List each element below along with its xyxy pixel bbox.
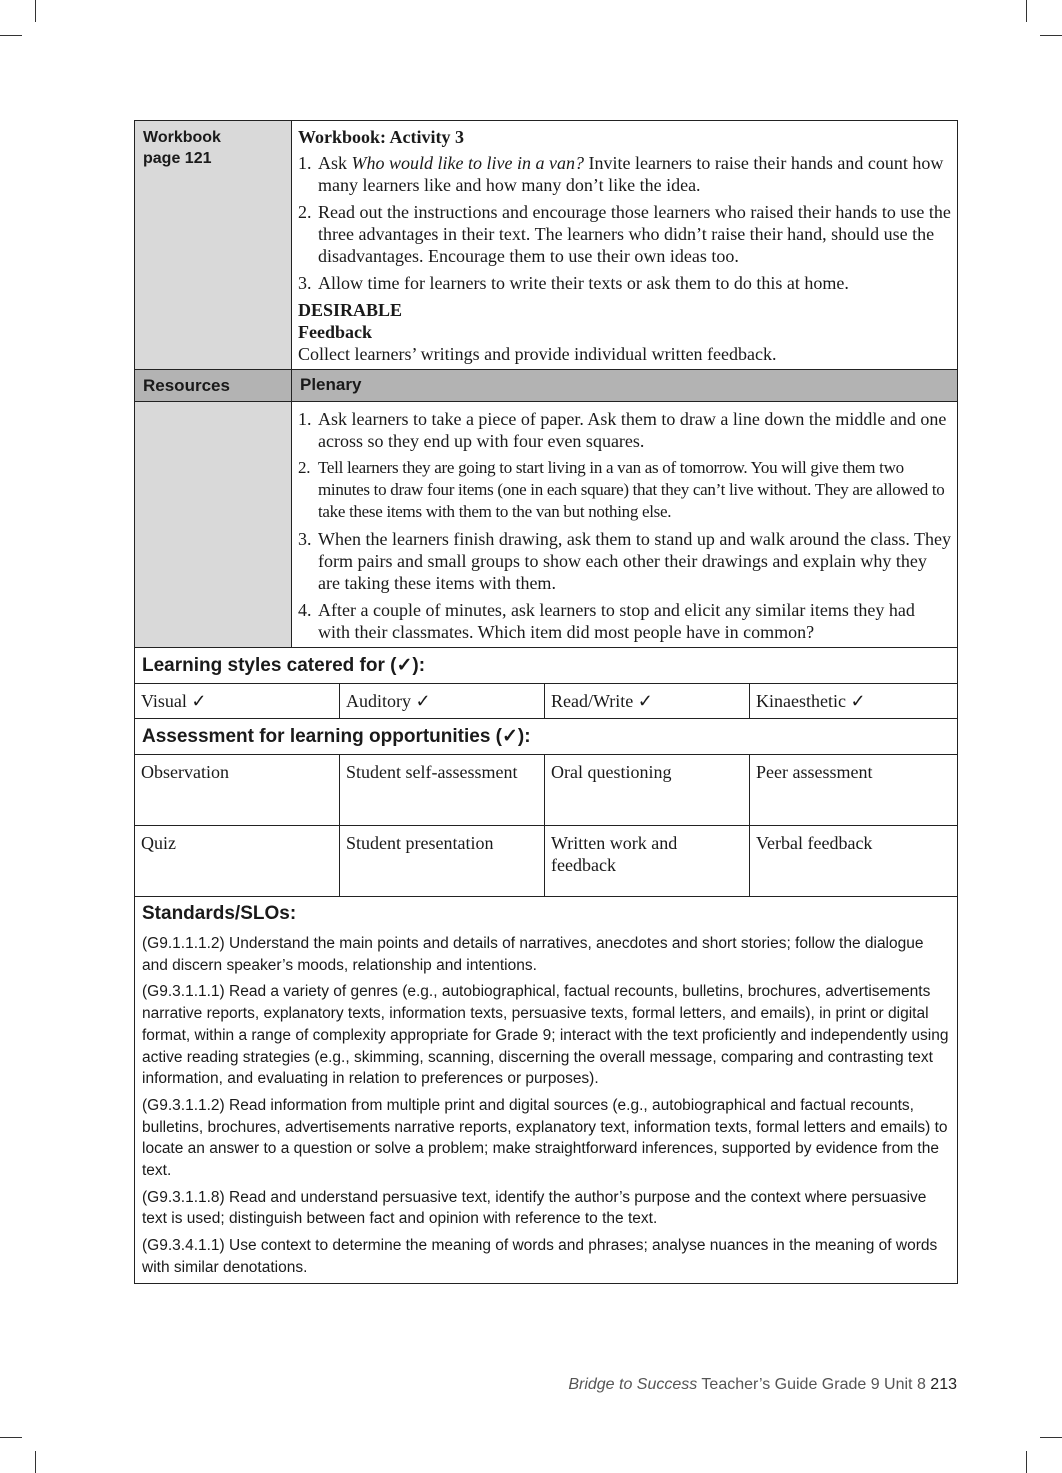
lesson-table (134, 120, 958, 1284)
style-visual: Visual ✓ (135, 684, 340, 719)
standards-heading: Standards/SLOs: (142, 903, 297, 924)
assessment-cell: Verbal feedback (750, 826, 958, 897)
page-number: 213 (930, 1376, 957, 1393)
assessment-cell: Quiz (135, 826, 340, 897)
crop-mark (0, 35, 22, 36)
assessment-row (135, 755, 958, 826)
assessment-cell: Student presentation (340, 826, 545, 897)
standard-item: (G9.3.1.1.1) Read a variety of genres (e.g., autobiographical, factual recounts, bulletins, brochures, advertisements narrative reports, explanatory texts, information texts, persuasive texts, formal letters, and emails), in print or digital format, within a range of complexity appropriate for Grade 9; interact with the text proficiently and independently using active reading strategies (e.g., skimming, scanning, discerning the overall message, comparing and contrasting text information, and evaluating in relation to preferences or purposes). (142, 983, 949, 1088)
assessment-cell: Student self-assessment (340, 755, 545, 826)
standards-row (135, 897, 958, 1284)
assessment-row (135, 826, 958, 897)
plenary-step: 3. When the learners finish drawing, ask them to stand up and walk around the class. They form pairs and small groups to show each other their drawings and explain why they are taking these items with them. (298, 529, 951, 593)
feedback-text: Collect learners’ writings and provide individual written feedback. (298, 344, 777, 364)
activity-side-cell (135, 121, 292, 370)
resources-label: Resources (135, 370, 292, 402)
plenary-steps (298, 408, 951, 643)
desirable-label: DESIRABLE (298, 300, 403, 320)
feedback-label: Feedback (298, 322, 372, 342)
resources-cell (135, 402, 292, 648)
plenary-step: 1. Ask learners to take a piece of paper. Ask them to draw a line down the middle and one across so they end up with four even squares. (298, 409, 947, 451)
standard-item: (G9.3.1.1.2) Read information from multiple print and digital sources (e.g., autobiographical and factual recounts, bulletins, brochures, advertisements narrative reports, explanatory text, information texts, formal letters and emails) to locate an answer to a question or solve a problem; make straightforward inferences, supported by evidence from the text. (142, 1096, 948, 1180)
style-auditory: Auditory ✓ (340, 684, 545, 719)
plenary-header-row (135, 370, 958, 402)
activity-step: 2. Read out the instructions and encourage those learners who raised their hands to use the three advantages in their text. The learners who didn’t raise their hand, should use the disadvantages. Encourage them to use their own ideas too. (298, 202, 951, 266)
assessment-cell: Peer assessment (750, 755, 958, 826)
activity-heading: Workbook: Activity 3 (298, 127, 465, 147)
activity-steps (298, 152, 951, 294)
style-read-write: Read/Write ✓ (545, 684, 750, 719)
activity-question: Who would like to live in a van? (351, 153, 584, 173)
workbook-page-label: page 121 (143, 150, 212, 167)
book-subtitle: Teacher’s Guide Grade 9 Unit 8 (697, 1376, 931, 1393)
standard-item: (G9.3.1.1.8) Read and understand persuasive text, identify the author’s purpose and the context where persuasive text is used; distinguish between fact and opinion with reference to the text. (142, 1188, 927, 1228)
plenary-main-cell (292, 402, 958, 648)
standards-cell (135, 897, 958, 1284)
assessment-cell: Written work and feedback (545, 826, 750, 897)
plenary-heading: Plenary (292, 370, 958, 402)
activity-step: 1. Ask Who would like to live in a van? Invite learners to raise their hands and count how many learners like and how many don’t like the idea. (298, 153, 944, 195)
crop-mark (1040, 1437, 1062, 1438)
activity-row (135, 121, 958, 370)
style-kinaesthetic: Kinaesthetic ✓ (750, 684, 958, 719)
standard-item: (G9.3.4.1.1) Use context to determine the meaning of words and phrases; analyse nuances in the meaning of words with similar denotations. (142, 1237, 938, 1276)
crop-mark (1026, 0, 1027, 22)
standard-item: (G9.1.1.1.2) Understand the main points and details of narratives, anecdotes and short stories; follow the dialogue and discern speaker’s moods, relationship and intentions. (142, 935, 924, 974)
crop-mark (35, 1451, 36, 1473)
crop-mark (0, 1437, 22, 1438)
assessment-cell: Oral questioning (545, 755, 750, 826)
crop-mark (35, 0, 36, 22)
assessment-heading-row (135, 719, 958, 755)
learning-styles-heading-row (135, 648, 958, 684)
workbook-label: Workbook (143, 129, 221, 146)
learning-styles-row (135, 684, 958, 719)
plenary-step: 2. Tell learners they are going to start living in a van as of tomorrow. You will give them two minutes to draw four items (one in each square) that they can’t live without. They are allowed to take these items with them to the van but nothing else. (298, 458, 945, 521)
plenary-step: 4. After a couple of minutes, ask learners to stop and elicit any similar items they had with their classmates. Which item did most people have in common? (298, 600, 915, 642)
crop-mark (1026, 1451, 1027, 1473)
learning-styles-heading: Learning styles catered for (✓): (135, 648, 958, 684)
crop-mark (1040, 35, 1062, 36)
book-title: Bridge to Success (568, 1376, 698, 1393)
plenary-row (135, 402, 958, 648)
activity-main-cell (292, 121, 958, 370)
activity-step: 3. Allow time for learners to write their texts or ask them to do this at home. (298, 273, 849, 293)
assessment-heading: Assessment for learning opportunities (✓): (135, 719, 958, 755)
page-footer (568, 1376, 957, 1394)
assessment-cell: Observation (135, 755, 340, 826)
